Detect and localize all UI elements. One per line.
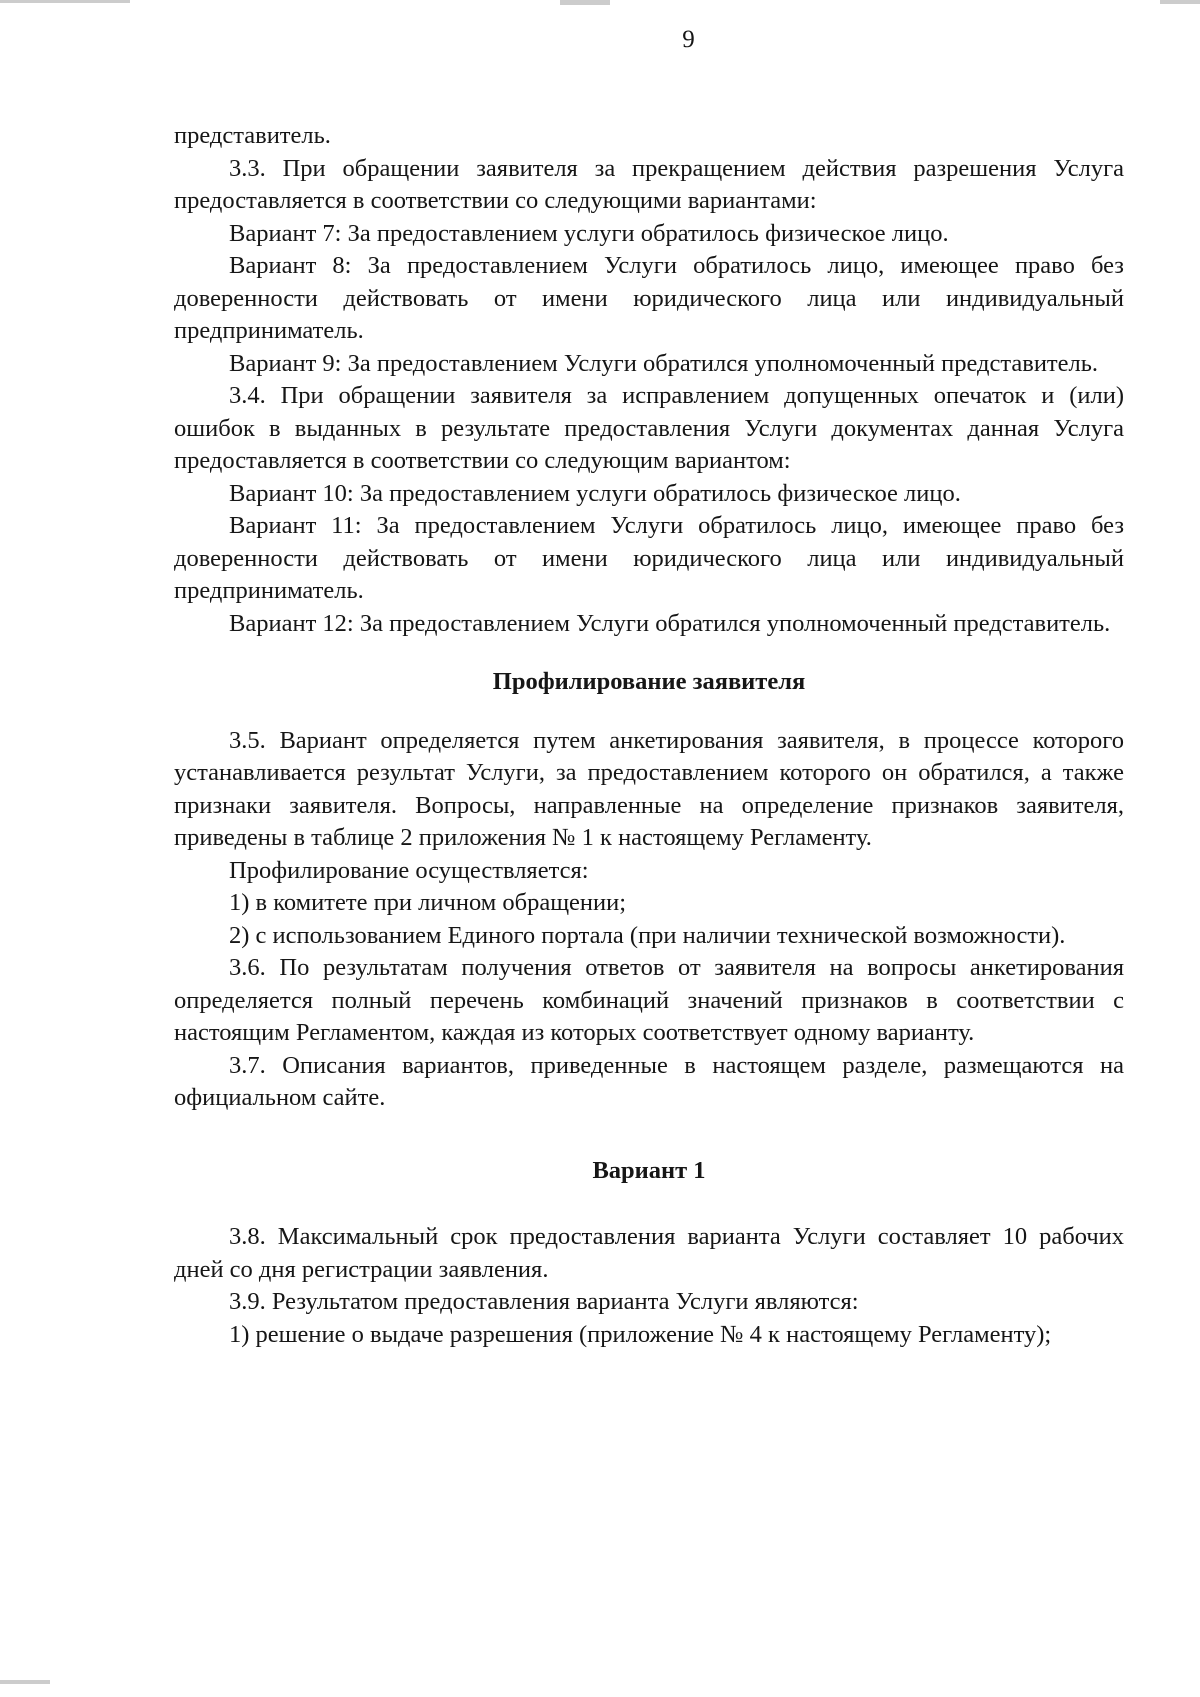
paragraph: 3.8. Максимальный срок предоставления варианта Услуги составляет 10 рабочих дней со дня регистрации заявления.: [174, 1223, 1124, 1283]
section-heading-variant: Вариант 1: [592, 1156, 706, 1184]
spacer: [174, 1187, 1124, 1221]
paragraph: Вариант 9: За предоставлением Услуги обратился уполномоченный представитель.: [229, 349, 1099, 377]
paragraph: Вариант 7: За предоставлением услуги обратилось физическое лицо.: [229, 219, 949, 247]
spacer: [174, 640, 1124, 666]
spacer: [174, 1115, 1124, 1155]
paragraph: Профилирование осуществляется:: [229, 856, 589, 884]
paragraph: 3.5. Вариант определяется путем анкетирования заявителя, в процессе которого устанавливается результат Услуги, за предоставлением которого он обратился, а также признаки заявителя. Вопросы, направленные на определение признаков заявителя, приведены в таблице 2 приложения № 1 к настоящему Регламенту.: [174, 726, 1124, 851]
paragraph: представитель.: [174, 122, 331, 149]
scan-edge-mark: [1160, 0, 1200, 4]
paragraph: Вариант 12: За предоставлением Услуги обратился уполномоченный представитель.: [229, 609, 1111, 637]
paragraph: 2) с использованием Единого портала (при наличии технической возможности).: [229, 921, 1066, 949]
paragraph: 3.4. При обращении заявителя за исправлением допущенных опечаток и (или) ошибок в выданных в результате предоставления Услуги документах данная Услуга предоставляется в соответствии со следующим вариантом:: [174, 382, 1124, 474]
paragraph: Вариант 8: За предоставлением Услуги обратилось лицо, имеющее право без доверенности действовать от имени юридического лица или индивидуальный предприниматель.: [174, 252, 1124, 344]
paragraph: 1) решение о выдаче разрешения (приложение № 4 к настоящему Регламенту);: [229, 1320, 1052, 1348]
scan-edge-mark: [560, 0, 610, 5]
scan-edge-mark: [0, 1680, 50, 1684]
paragraph: 3.3. При обращении заявителя за прекращением действия разрешения Услуга предоставляется в соответствии со следующими вариантами:: [174, 154, 1124, 214]
paragraph: Вариант 11: За предоставлением Услуги обратилось лицо, имеющее право без доверенности действовать от имени юридического лица или индивидуальный предприниматель.: [174, 512, 1124, 604]
scan-edge-mark: [0, 0, 130, 3]
paragraph: 1) в комитете при личном обращении;: [229, 889, 627, 916]
paragraph: 3.6. По результатам получения ответов от заявителя на вопросы анкетирования определяется полный перечень комбинаций значений признаков в соответствии с настоящим Регламентом, каждая из которых соответствует одному варианту.: [174, 954, 1124, 1046]
paragraph: 3.7. Описания вариантов, приведенные в настоящем разделе, размещаются на официальном сайте.: [174, 1051, 1124, 1111]
document-body: [174, 120, 1124, 1351]
section-heading-profiling: Профилирование заявителя: [492, 668, 806, 695]
paragraph: Вариант 10: За предоставлением услуги обратилось физическое лицо.: [229, 479, 961, 507]
spacer: [174, 699, 1124, 725]
page-number: 9: [682, 26, 695, 53]
paragraph: 3.9. Результатом предоставления варианта Услуги являются:: [229, 1288, 859, 1315]
